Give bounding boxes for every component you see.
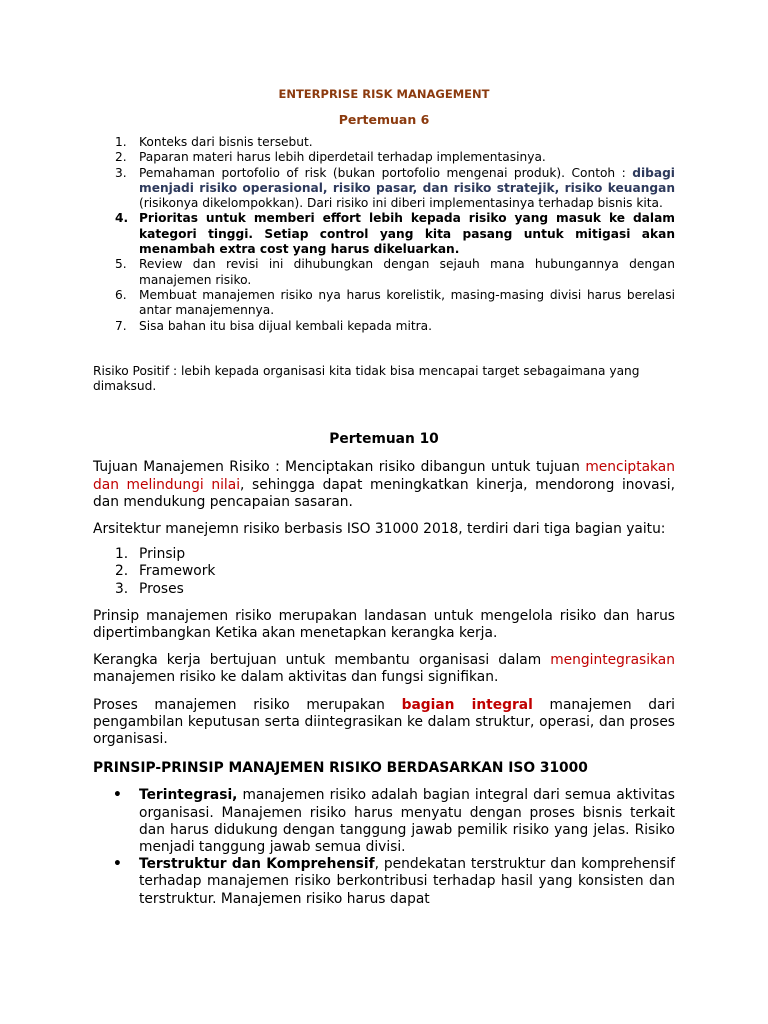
list-item: 3. Pemahaman portofolio of risk (bukan portofolio mengenai produk). Contoh : dibagi menjadi risiko operasional, risiko pasar, dan risiko stratejik, risiko keuangan (risikonya dikelompokkan). Dari risiko ini diberi implementasinya terhadap bisnis kita.: [115, 165, 675, 211]
list-item: • Terstruktur dan Komprehensif, pendekatan terstruktur dan komprehensif terhadap manajemen risiko berkontribusi terhadap hasil yang konsisten dan terstruktur. Manajemen risiko harus dapat: [113, 856, 675, 907]
list-item: 5. Review dan revisi ini dihubungkan dengan sejauh mana hubungannya dengan manajemen risiko.: [115, 257, 675, 287]
objective-paragraph: Tujuan Manajemen Risiko : Menciptakan risiko dibangun untuk tujuan menciptakan dan melindungi nilai, sehingga dapat meningkatkan kinerja, mendorong inovasi, dan mendukung pencapaian sasaran.: [93, 459, 676, 510]
meeting-10-heading: Pertemuan 10: [329, 431, 439, 448]
list-item: 1. Prinsip: [115, 546, 186, 563]
list-item: 2. Paparan materi harus lebih diperdetail terhadap implementasinya.: [115, 150, 546, 165]
risk-categories-bold: dibagi menjadi risiko operasional, risiko pasar, dan risiko stratejik, risiko keuangan: [139, 165, 675, 195]
principles-list: [93, 787, 675, 907]
list-item: 1. Konteks dari bisnis tersebut.: [115, 135, 313, 149]
principle-paragraph: Prinsip manajemen risiko merupakan landasan untuk mengelola risiko dan harus dipertimbangkan Ketika akan menetapkan kerangka kerja.: [93, 607, 675, 642]
process-paragraph: Proses manajemen risiko merupakan bagian integral manajemen dari pengambilan keputusan serta diintegrasikan ke dalam struktur, operasi, dan proses organisasi.: [93, 696, 676, 748]
framework-paragraph: Kerangka kerja bertujuan untuk membantu organisasi dalam mengintegrasikan manajemen risiko ke dalam aktivitas dan fungsi signifikan.: [93, 652, 675, 686]
principles-heading: PRINSIP-PRINSIP MANAJEMEN RISIKO BERDASARKAN ISO 31000: [93, 760, 588, 777]
list-item: 7. Sisa bahan itu bisa dijual kembali kepada mitra.: [115, 318, 432, 333]
highlight-text: bagian integral: [401, 696, 533, 713]
list-item: 2. Framework: [115, 563, 216, 580]
bullet-icon: •: [113, 787, 122, 804]
positive-risk-note: Risiko Positif : lebih kepada organisasi kita tidak bisa mencapai target sebagaimana yang dimaksud.: [93, 363, 640, 394]
highlight-text: menciptakan dan melindungi nilai: [93, 459, 676, 493]
architecture-parts-list: [93, 546, 675, 598]
architecture-paragraph: Arsitektur manejemn risiko berbasis ISO 31000 2018, terdiri dari tiga bagian yaitu:: [93, 521, 666, 538]
document-title: ENTERPRISE RISK MANAGEMENT: [278, 87, 490, 101]
list-item: 4. Prioritas untuk memberi effort lebih kepada risiko yang masuk ke dalam kategori tinggi. Setiap control yang kita pasang untuk mitigasi akan menambah extra cost yang harus dikeluarkan.: [115, 211, 675, 257]
highlight-text: mengintegrasikan: [550, 652, 675, 669]
document-page: [93, 86, 675, 908]
list-item: 6. Membuat manajemen risiko nya harus korelistik, masing-masing divisi harus berelasi antar manajemennya.: [115, 287, 675, 318]
meeting-6-heading: Pertemuan 6: [338, 112, 430, 127]
list-item: • Terintegrasi, manajemen risiko adalah bagian integral dari semua aktivitas organisasi. Manajemen risiko harus menyatu dengan proses bisnis terkait dan harus didukung dengan tanggung jawab pemilik risiko yang jelas. Risiko menjadi tanggung jawab semua divisi.: [113, 787, 675, 855]
list-item: 3. Proses: [115, 580, 184, 597]
meeting-6-list: [93, 135, 675, 334]
bullet-icon: •: [113, 856, 122, 873]
